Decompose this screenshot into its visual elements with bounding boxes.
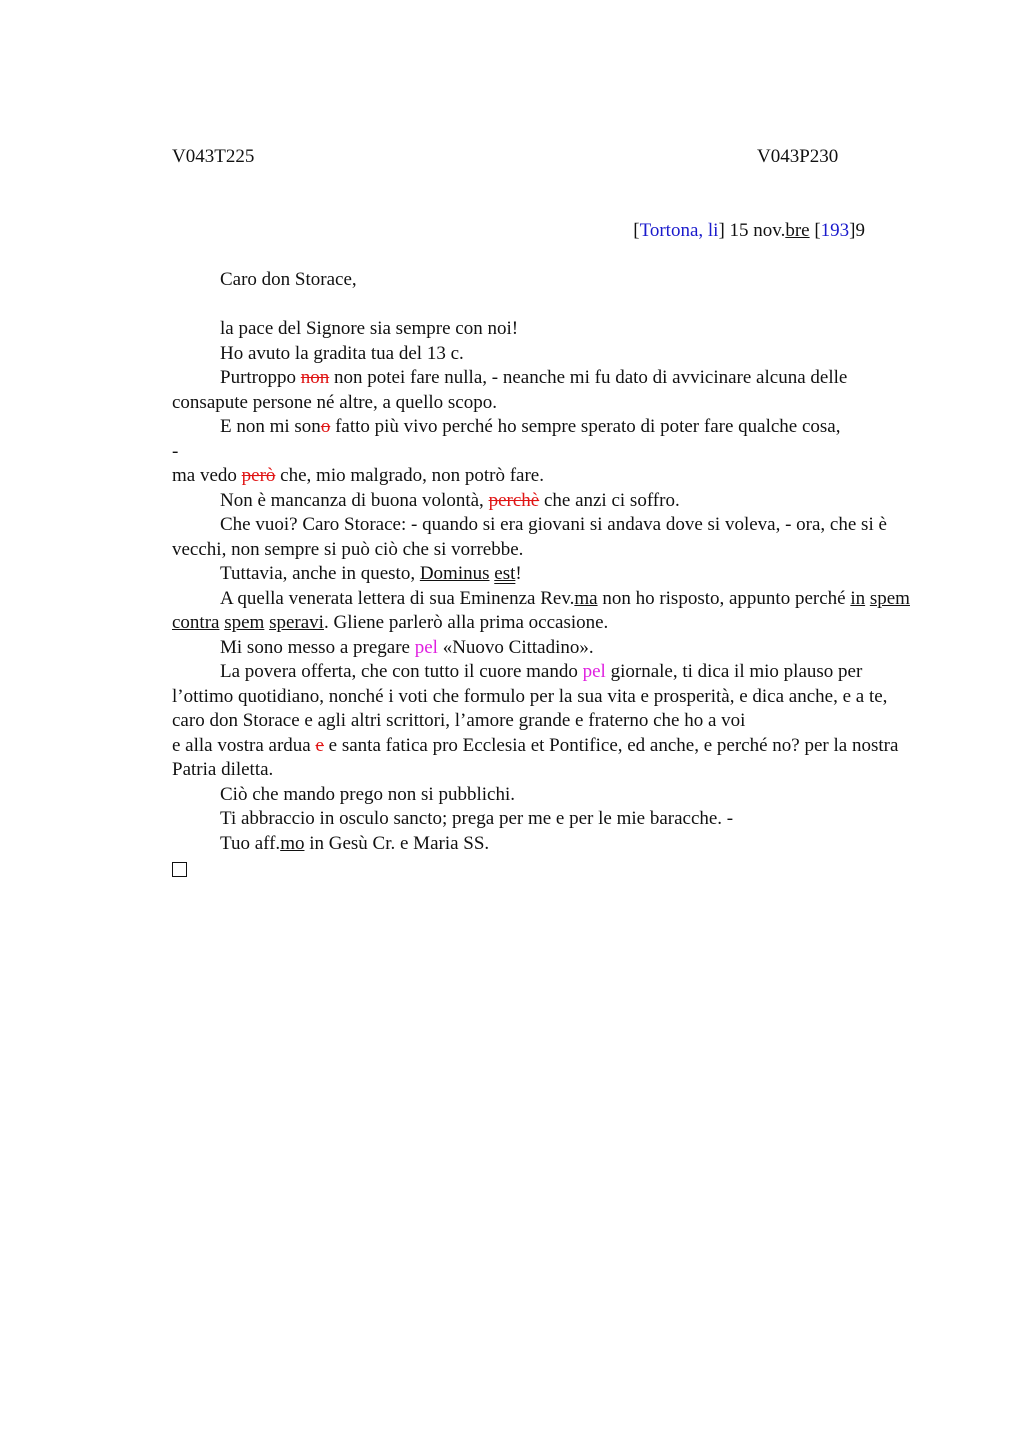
checkbox-square-icon: [172, 862, 187, 877]
paragraph: Ho avuto la gradita tua del 13 c.: [220, 342, 464, 364]
paragraph: Purtroppo non non potei fare nulla, - neanche mi fu dato di avvicinare alcuna delle consapute persone né altre, a quello scopo.: [172, 367, 848, 413]
paragraph: la pace del Signore sia sempre con noi!: [220, 318, 519, 339]
pel-variant: pel: [414, 636, 438, 658]
dateline: [633, 220, 865, 242]
paragraph: ma vedo però che, mio malgrado, non potrò fare.: [172, 465, 544, 486]
year-added: 193: [820, 220, 850, 241]
bracket: ]: [718, 220, 725, 241]
bracket: [: [633, 220, 640, 241]
deletion: non: [300, 367, 330, 388]
closing: Tuo aff.mo in Gesù Cr. e Maria SS.: [220, 832, 490, 854]
paragraph: Ti abbraccio in osculo sancto; prega per me e per le mie baracche. -: [220, 808, 734, 829]
paragraph: e alla vostra ardua e e santa fatica pro Ecclesia et Pontifice, ed anche, e perché no? per la nostra Patria diletta.: [172, 734, 899, 780]
paragraph: Tuttavia, anche in questo, Dominus est!: [220, 563, 522, 584]
line-dash: -: [172, 440, 179, 462]
letter-body: [172, 268, 912, 885]
place-added: Tortona, li: [639, 220, 719, 241]
paragraph: Ciò che mando prego non si pubblichi.: [220, 783, 515, 805]
paragraph: Non è mancanza di buona volontà, perchè che anzi ci soffro.: [220, 489, 680, 511]
bracket: ]: [849, 220, 856, 241]
paragraph: La povera offerta, che con tutto il cuore mando pel giornale, ti dica il mio plauso per l’ottimo quotidiano, nonché i voti che formulo per la sua vita e prosperità, e dica anche, e a te, caro don Storace e agli altri scrittori, l’amore grande e fraterno che ho a voi: [172, 661, 888, 731]
deletion: perchè: [488, 489, 540, 511]
deletion: o: [320, 416, 331, 437]
paragraph: E non mi sono fatto più vivo perché ho sempre sperato di poter fare qualche cosa,: [220, 416, 841, 437]
paragraph: A quella venerata lettera di sua Eminenza Rev.ma non ho risposto, appunto perché in spem contra spem speravi. Gliene parlerò alla prima occasione.: [172, 587, 910, 633]
salutation: Caro don Storace,: [220, 269, 357, 290]
pel-variant: pel: [582, 661, 606, 682]
bracket: [: [809, 220, 821, 241]
month-abbrev: bre: [785, 220, 810, 241]
document-code-right: V043P230: [757, 146, 839, 167]
paragraph: Mi sono messo a pregare pel «Nuovo Cittadino».: [220, 636, 594, 658]
date-day: 15 nov.: [724, 220, 786, 241]
deletion: e: [315, 734, 324, 756]
paragraph: Che vuoi? Caro Storace: - quando si era giovani si andava dove si voleva, - ora, che si è vecchi, non sempre si può ciò che si vorrebbe.: [172, 514, 887, 560]
deletion: però: [241, 465, 276, 486]
end-marker-box: [172, 856, 912, 885]
document-code-left: V043T225: [172, 146, 255, 167]
year-tail: 9: [855, 220, 865, 241]
